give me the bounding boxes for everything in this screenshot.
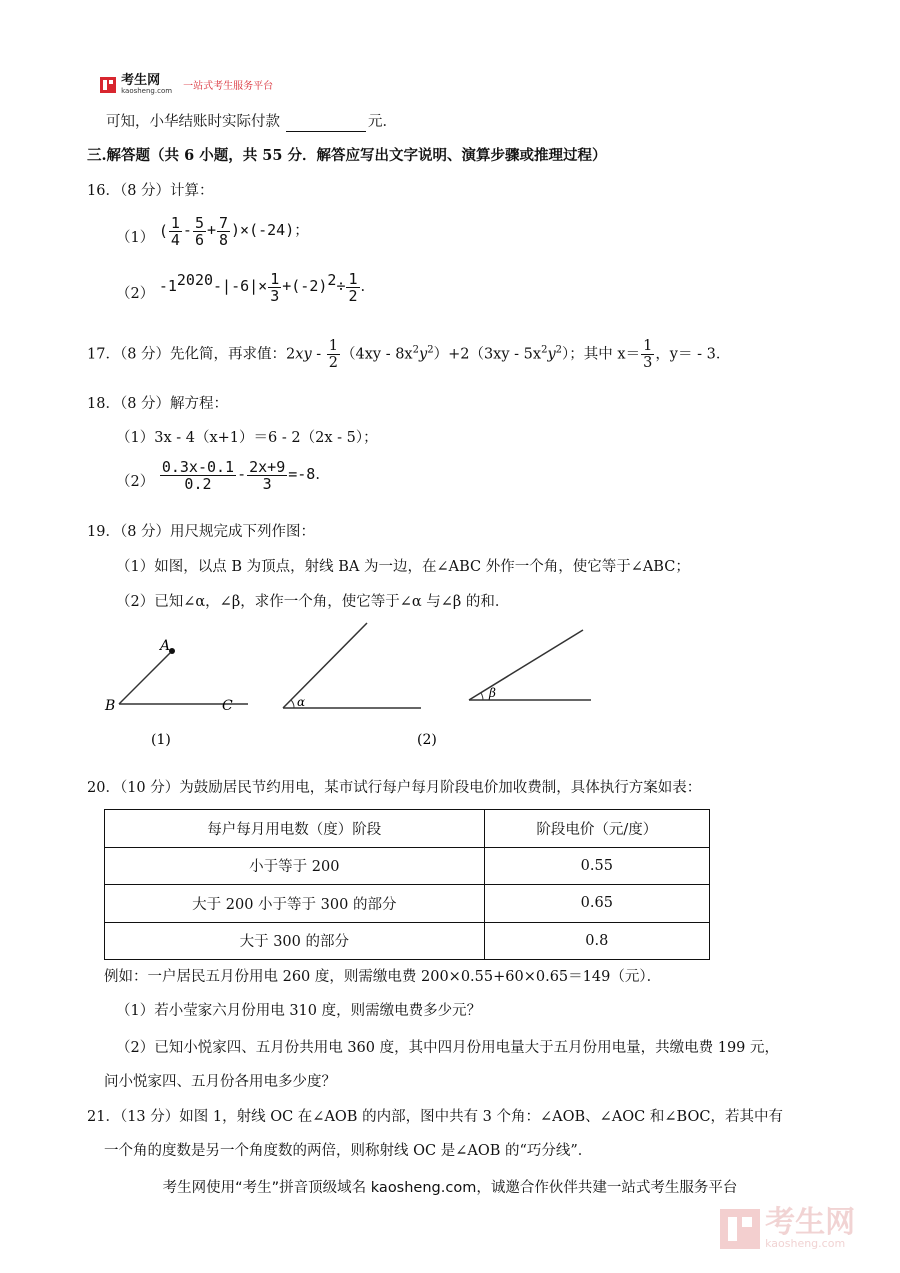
- q20-part2a: （2）已知小悦家四、五月份共用电 360 度，其中四月份用电量大于五月份用电量，共缴电费 199 元，: [116, 1040, 780, 1056]
- top-line: 可知，小华结账时实际付款 元．: [106, 114, 397, 130]
- caption-2: (2): [417, 732, 437, 748]
- table-header-row: [105, 810, 710, 848]
- table-row: 小于等于 200 0.55: [105, 847, 710, 885]
- fraction: $\frac{1}{2}$: [328, 338, 338, 371]
- q19-part2: （2）已知∠α，∠β，求作一个角，使它等于∠α 与∠β 的和．: [116, 594, 510, 610]
- q20-example: 例如：一户居民五月份用电 260 度，则需缴电费 200×0.55+60×0.65＝149（元）．: [104, 969, 662, 985]
- q16-head: 16．（8 分）计算：: [87, 183, 214, 199]
- section-title: 三.解答题（共 6 小题，共 55 分．解答应写出文字说明、演算步骤或推理过程）: [87, 147, 607, 164]
- q19-head: 19．（8 分）用尺规完成下列作图：: [87, 524, 316, 540]
- label-b: B: [105, 698, 116, 714]
- table-header: 每户每月用电数（度）阶段: [105, 810, 485, 848]
- fraction: $\frac{2x+9}{3}$: [249, 457, 286, 493]
- alpha-side2: [283, 623, 367, 708]
- q19-part1: （1）如图，以点 B 为顶点，射线 BA 为一边，在∠ABC 外作一个角，使它等于∠ABC；: [116, 559, 690, 575]
- table-row: 大于 300 的部分 0.8: [105, 922, 710, 960]
- caption-1: (1): [151, 732, 171, 748]
- fraction: $\frac{1}{3}$: [643, 338, 653, 371]
- q21-line2: 一个角的度数是另一个角度数的两倍，则称射线 OC 是∠AOB 的“巧分线”．: [104, 1143, 593, 1159]
- logo-url: kaosheng.com: [121, 87, 173, 95]
- label-c: C: [222, 698, 233, 714]
- label-alpha: α: [297, 695, 306, 709]
- q19-figures: [100, 618, 600, 753]
- ray-ba: [119, 651, 172, 704]
- logo-icon: [100, 77, 116, 93]
- table-header: 阶段电价（元/度）: [484, 810, 709, 848]
- q18-head: 18．（8 分）解方程：: [87, 396, 229, 412]
- q21-line1: 21．（13 分）如图 1，射线 OC 在∠AOB 的内部，图中共有 3 个角：∠AOB、∠AOC 和∠BOC，若其中有: [87, 1109, 783, 1125]
- q20-head: 20．（10 分）为鼓励居民节约用电，某市试行每户每月阶段电价加收费制，具体执行方案如表：: [87, 780, 702, 796]
- price-table: [104, 809, 710, 960]
- answer-blank: [286, 115, 366, 132]
- header-logo: [100, 74, 273, 95]
- logo-slogan: 一站式考生服务平台: [183, 81, 274, 92]
- q16-part2: （2） $-1^{2020}-|-6|\times$ $\frac{1}{3}$ $+(-2)^2\div$ $\frac{1}{2}$ .: [116, 269, 366, 305]
- q17: 17．（8 分）先化简，再求值：2xy - $\frac{1}{2}$ $(4xy - 8x^2y^2)+2(3xy - 5x^2y^2)$；其中 x＝ $\frac{1}{3}$ ，y＝ - 3．: [87, 338, 731, 371]
- q20-part1: （1）若小莹家六月份用电 310 度，则需缴电费多少元？: [116, 1003, 482, 1019]
- footer-text: 考生网使用“考生”拼音顶级域名 kaosheng.com，诚邀合作伙伴共建一站式考生服务平台: [162, 1180, 738, 1196]
- fraction: $\frac{0.3x-0.1}{0.2}$: [161, 457, 235, 493]
- table-row: 大于 200 小于等于 300 的部分 0.65: [105, 885, 710, 923]
- fraction: $\frac{7}{8}$: [219, 213, 229, 249]
- fraction: $\frac{1}{2}$: [348, 269, 358, 305]
- fraction: $\frac{5}{6}$: [194, 213, 204, 249]
- fraction: $\frac{1}{4}$: [170, 213, 180, 249]
- watermark-logo-icon: [720, 1209, 760, 1249]
- label-a: A: [160, 638, 171, 654]
- q18-part1: （1）3x - 4（x+1）＝6 - 2（2x - 5）；: [116, 430, 378, 446]
- q20-part2b: 问小悦家四、五月份各用电多少度？: [104, 1074, 336, 1090]
- fraction: $\frac{1}{3}$: [270, 269, 280, 305]
- watermark: 考生网 kaosheng.com: [720, 1208, 855, 1250]
- beta-side2: [469, 630, 583, 700]
- q18-part2: （2） $\frac{0.3x-0.1}{0.2}$ - $\frac{2x+9}{3}$ =-8.: [116, 457, 320, 493]
- label-beta: β: [489, 686, 496, 700]
- q16-part1: （1） ( $\frac{1}{4}$ - $\frac{5}{6}$ + $\frac{7}{8}$ )×(-24)；: [116, 213, 309, 249]
- logo-name: 考生网: [121, 73, 161, 88]
